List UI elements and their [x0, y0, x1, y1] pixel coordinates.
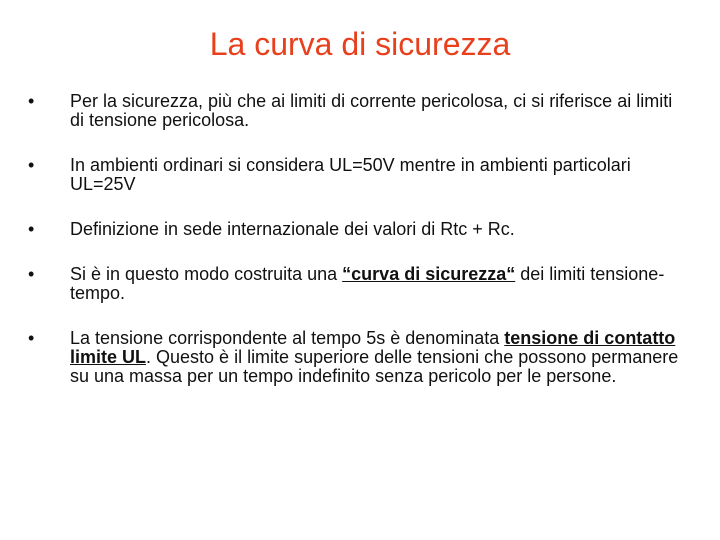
bullet-item — [28, 156, 688, 194]
bullet-icon: • — [28, 91, 35, 111]
bullet-text-part: . Questo è il limite superiore delle tensioni che possono permanere su una massa per un tempo indefinito senza pericolo per le persone. — [70, 347, 679, 386]
bullet-item — [28, 329, 688, 386]
bullet-icon: • — [28, 219, 35, 239]
bullet-icon: • — [28, 328, 35, 348]
bullet-icon: • — [28, 155, 35, 175]
bullet-text: In ambienti ordinari si considera UL=50V mentre in ambienti particolari UL=25V — [70, 155, 631, 194]
bullet-text-part: dei limiti tensione-tempo. — [70, 264, 665, 303]
bullet-text-part: La tensione corrispondente al tempo 5s è denominata — [70, 328, 505, 348]
bullet-text: Definizione in sede internazionale dei valori di Rtc + Rc. — [70, 219, 515, 239]
bullet-item — [28, 92, 688, 130]
bullet-text — [70, 328, 678, 386]
emphasized-term: “curva di sicurezza“ — [342, 264, 516, 284]
bullet-text — [70, 264, 664, 303]
emphasized-term: tensione di contatto limite UL — [70, 328, 676, 367]
bullet-item — [28, 265, 688, 303]
bullet-list — [28, 92, 688, 412]
bullet-text: Per la sicurezza, più che ai limiti di corrente pericolosa, ci si riferisce ai limiti di tensione pericolosa. — [70, 91, 673, 130]
bullet-icon: • — [28, 264, 35, 284]
bullet-text-part: Si è in questo modo costruita una — [70, 264, 343, 284]
bullet-item — [28, 220, 688, 239]
slide-title: La curva di sicurezza — [209, 26, 511, 62]
